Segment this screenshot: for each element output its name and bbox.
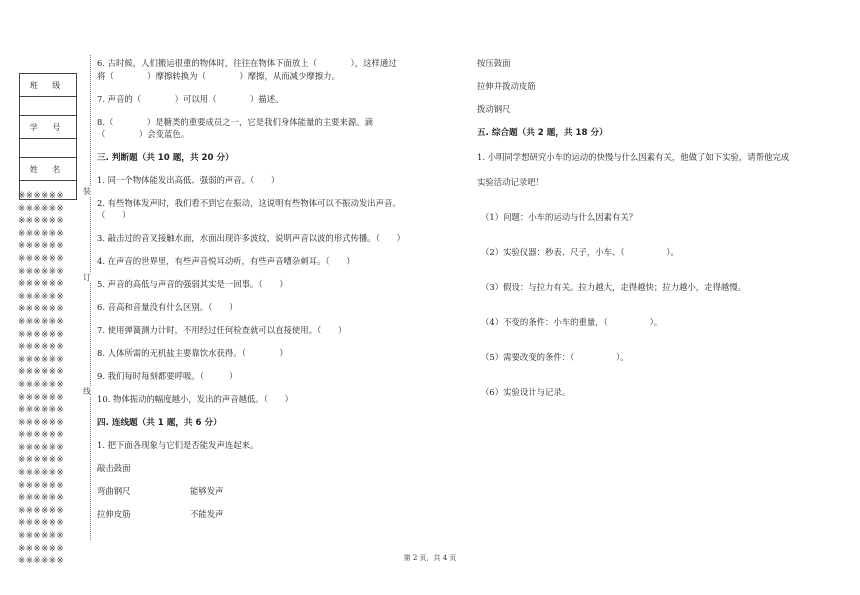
match-right-1[interactable]: 能够发声	[190, 486, 224, 496]
section-3-title: 三. 判断题（共 10 题，共 20 分）	[97, 153, 234, 163]
step-5: （5）需要改变的条件：（ ）。	[481, 352, 629, 362]
class-label: 班 级	[20, 74, 77, 97]
judge-item-5: 5. 声音的高低与声音的强弱其实是一回事。（ ）	[97, 279, 288, 289]
judge-item-4: 4. 在声音的世界里，有些声音悦耳动听，有些声音嘈杂刺耳。（ ）	[97, 256, 355, 266]
class-field[interactable]	[20, 97, 77, 116]
match-left-2[interactable]: 弯曲钢尺	[97, 486, 131, 496]
judge-item-6: 6. 音高和音量没有什么区别。（ ）	[97, 302, 238, 312]
binding-char-ding: 订	[83, 273, 91, 282]
question-6-line2: 将（ ）摩擦转换为（ ）摩擦，从而减少摩擦力。	[97, 71, 340, 81]
match-left-4[interactable]: 按压鼓面	[477, 58, 511, 68]
binding-char-zhuang: 装	[83, 187, 91, 196]
comprehensive-question-line1: 1. 小明同学想研究小车的运动的快慢与什么因素有关，他做了如下实验，请帮他完成	[477, 152, 790, 162]
match-left-5[interactable]: 拉伸并拨动皮筋	[477, 81, 536, 91]
student-id-field[interactable]	[20, 139, 77, 158]
binding-char-xian: 线	[83, 387, 91, 396]
question-6-line1: 6. 古时候，人们搬运很重的物体时，往往在物体下面放上（ ），这样通过	[97, 58, 397, 68]
binding-margin-pattern: ※※※※※※ ※※※※※※ ※※※※※※ ※※※※※※ ※※※※※※ ※※※※※※ ※※※※※※ ※※※※※※ ※※※※※※ ※※※※※※ ※※※※※※ ※※※※※※ ※※※※※※ ※※※※※※ ※※※※※※ ※※※※※※ ※※※※※※ ※※※※※※ ※※※※※※ ※※※※※※ ※※※※※※ ※※※※※※ ※※※※※※ ※※※※※※ ※※※※※※ ※※※※※※ ※※※※※※ ※※※※※※ ※※※※※※ ※※※※※※	[18, 191, 65, 567]
match-left-6[interactable]: 拨动钢尺	[477, 104, 511, 114]
match-question: 1. 把下面各现象与它们是否能发声连起来。	[97, 440, 259, 450]
section-4-title: 四. 连线题（共 1 题，共 6 分）	[97, 418, 222, 428]
page-footer: 第 2 页，共 4 页	[403, 554, 457, 562]
judge-item-3: 3. 敲击过的音叉接触水面，水面出现许多波纹，说明声音以波的形式传播。（ ）	[97, 233, 405, 243]
step-1: （1）问题：小车的运动与什么因素有关？	[481, 212, 638, 222]
match-right-2[interactable]: 不能发声	[190, 509, 224, 519]
student-info-table	[19, 73, 77, 200]
judge-item-9: 9. 我们每时每刻都要呼吸。（ ）	[97, 371, 238, 381]
name-label: 姓 名	[20, 158, 77, 181]
question-8-line2: （ ）会变蓝色。	[97, 129, 190, 139]
match-left-1[interactable]: 敲击鼓面	[97, 463, 131, 473]
judge-item-2: 2. 有些物体发声时，我们看不到它在振动，这说明有些物体可以不振动发出声音。	[97, 198, 401, 208]
step-4: （4）不变的条件：小车的重量，（ ）。	[481, 317, 663, 327]
judge-item-10: 10. 物体振动的幅度越小，发出的声音越低。（ ）	[97, 394, 294, 404]
step-3: （3）假设：与拉力有关。拉力越大，走得越快；拉力越小，走得越慢。	[481, 282, 746, 292]
judge-item-2-bracket: （ ）	[97, 210, 131, 220]
student-id-label: 学 号	[20, 116, 77, 139]
judge-item-1: 1. 同一个物体能发出高低、强弱的声音。（ ）	[97, 175, 280, 185]
binding-line	[90, 55, 91, 540]
step-6: （6）实验设计与记录。	[481, 387, 571, 397]
question-7: 7. 声音的（ ）可以用（ ）描述。	[97, 94, 284, 104]
match-left-3[interactable]: 拉伸皮筋	[97, 509, 131, 519]
section-5-title: 五. 综合题（共 2 题，共 18 分）	[477, 128, 608, 138]
comprehensive-question-line2: 实验活动记录吧！	[477, 177, 544, 187]
question-8-line1: 8.（ ）是糖类的重要成员之一，它是我们身体能量的主要来源。滴	[97, 117, 373, 127]
step-2: （2）实验仪器：秒表、尺子，小车、（ ）。	[481, 247, 679, 257]
judge-item-7: 7. 使用弹簧测力计时，不用经过任何检查就可以直接使用。（ ）	[97, 325, 347, 335]
judge-item-8: 8. 人体所需的无机盐主要靠饮水获得。（ ）	[97, 348, 288, 358]
